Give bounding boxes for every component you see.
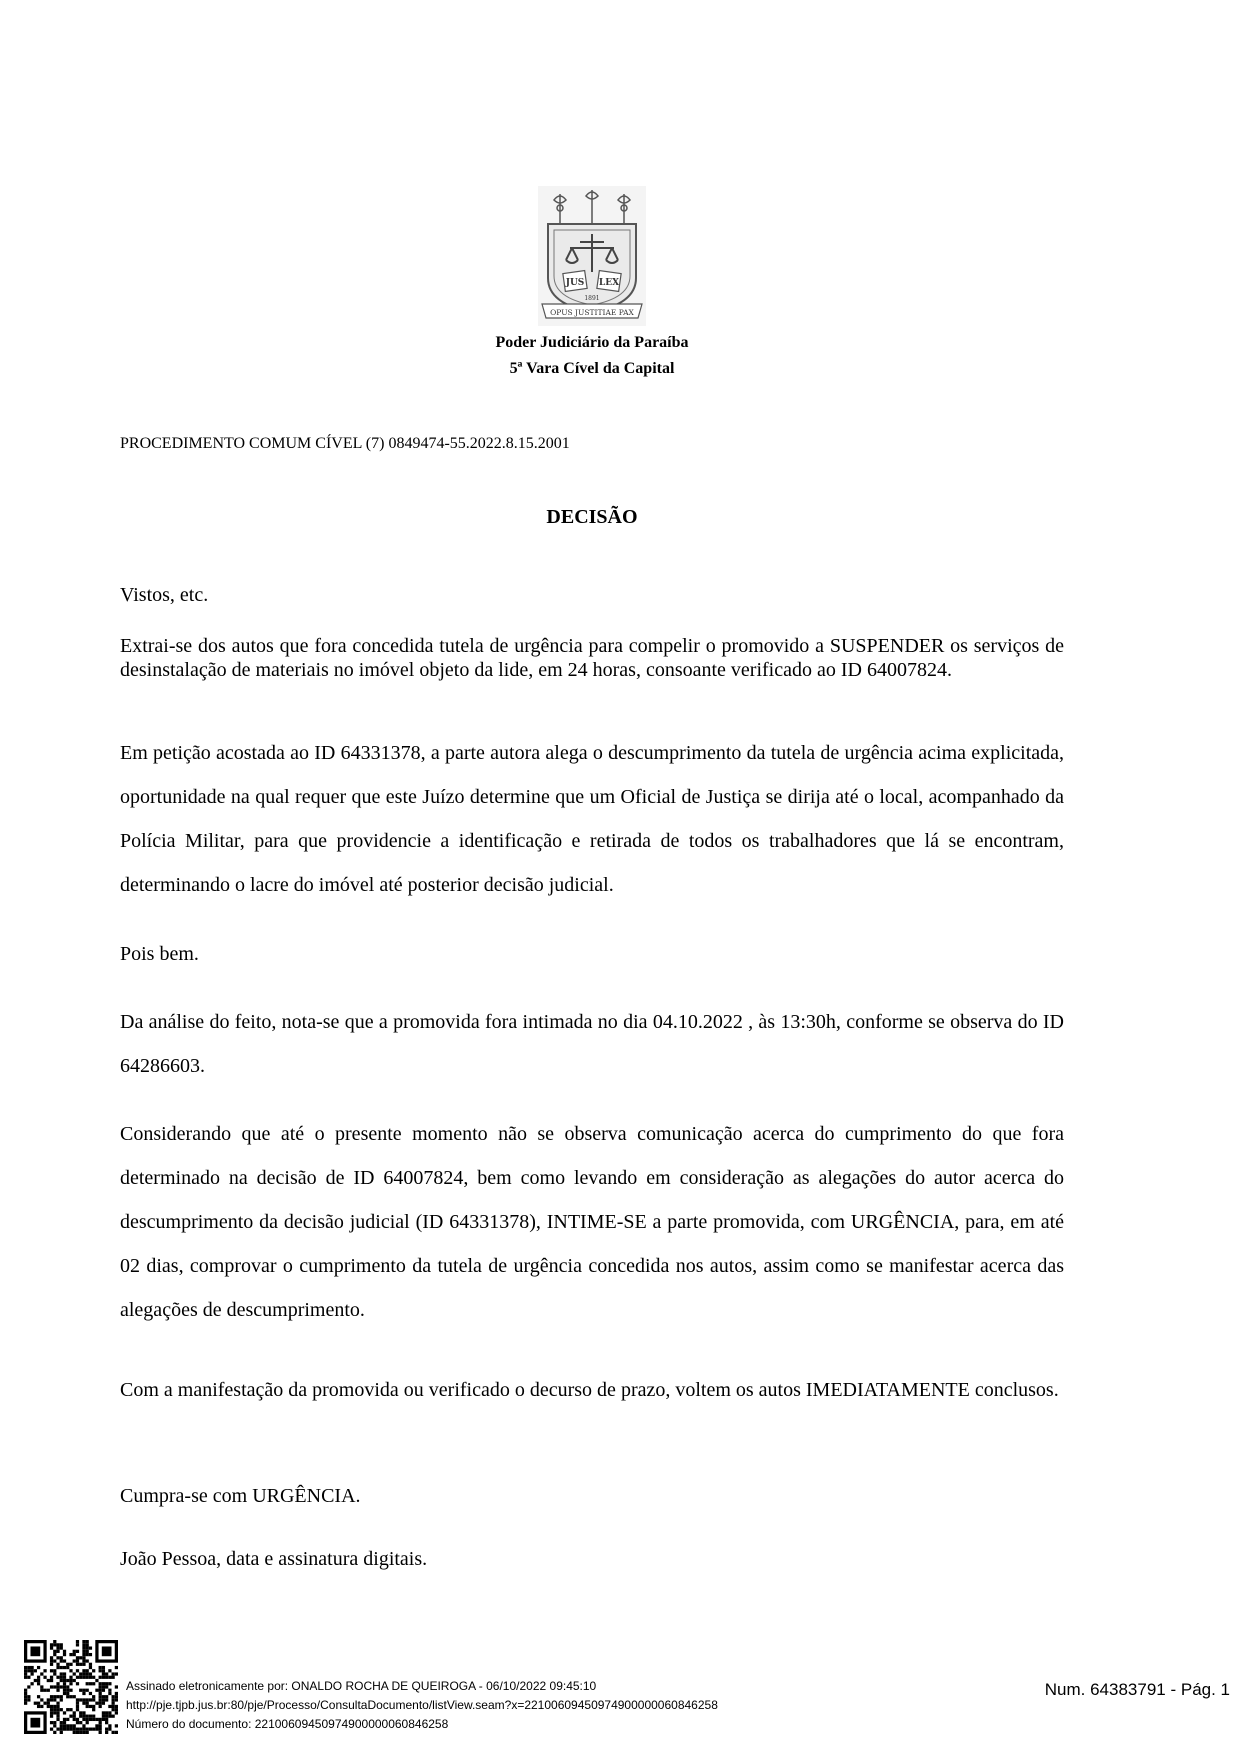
- signature-footer: [0, 1630, 1240, 1755]
- court-name: 5ª Vara Cível da Capital: [509, 360, 675, 377]
- crest-year-text: 1891: [584, 295, 600, 302]
- paragraph-vistos: Vistos, etc.: [120, 584, 209, 606]
- paragraph-pois-bem: Pois bem.: [120, 943, 199, 965]
- paragraph-peticao: Em petição acostada ao ID 64331378, a parte autora alega o descumprimento da tutela de urgência acima explicitada, oportunidade na qual requer que este Juízo determine que um Oficial de Justiça se dirija até o local, acompanhado da Polícia Militar, para que providencie a identificação e retirada de todos os trabalhadores que lá se encontram, determinando o lacre do imóvel até posterior decisão judicial.: [120, 742, 1064, 896]
- paragraph-manifestacao: Com a manifestação da promovida ou verificado o decurso de prazo, voltem os autos IMEDIATAMENTE conclusos.: [120, 1379, 1059, 1401]
- crest-lex-text: LEX: [598, 278, 620, 288]
- document-title: DECISÃO: [546, 506, 638, 528]
- paragraph-extrai: Extrai-se dos autos que fora concedida tutela de urgência para compelir o promovido a SUSPENDER os serviços de desinstalação de materiais no imóvel objeto da lide, em 24 horas, consoante verificado ao ID 64007824.: [120, 635, 1064, 681]
- document-number: Número do documento: 22100609450974900000060846258: [126, 1717, 449, 1731]
- crest-motto-text: OPUS JUSTITIAE PAX: [550, 308, 634, 317]
- crest-jus-text: JUS: [565, 278, 585, 288]
- signed-by-text: Assinado eletronicamente por: ONALDO ROCHA DE QUEIROGA - 06/10/2022 09:45:10: [126, 1679, 597, 1693]
- document-url: http://pje.tjpb.jus.br:80/pje/Processo/ConsultaDocumento/listView.seam?x=22100609450974900000060846258: [126, 1698, 718, 1712]
- case-number-line: PROCEDIMENTO COMUM CÍVEL (7) 0849474-55.2022.8.15.2001: [120, 435, 570, 452]
- paragraph-local-data: João Pessoa, data e assinatura digitais.: [120, 1548, 428, 1570]
- qr-code-icon: [24, 1640, 118, 1734]
- institution-name: Poder Judiciário da Paraíba: [495, 334, 689, 351]
- court-crest-logo: [538, 186, 646, 326]
- paragraph-cumpra-se: Cumpra-se com URGÊNCIA.: [120, 1485, 361, 1507]
- page-number: Num. 64383791 - Pág. 1: [1044, 1680, 1230, 1699]
- paragraph-considerando: Considerando que até o presente momento não se observa comunicação acerca do cumprimento do que fora determinado na decisão de ID 64007824, bem como levando em consideração as alegações do autor acerca do descumprimento da decisão judicial (ID 64331378), INTIME-SE a parte promovida, com URGÊNCIA, para, em até 02 dias, comprovar o cumprimento da tutela de urgência concedida nos autos, assim como se manifestar acerca das alegações de descumprimento.: [120, 1123, 1064, 1321]
- paragraph-analise: Da análise do feito, nota-se que a promovida fora intimada no dia 04.10.2022 , às 13:30h, conforme se observa do ID 64286603.: [120, 1011, 1064, 1077]
